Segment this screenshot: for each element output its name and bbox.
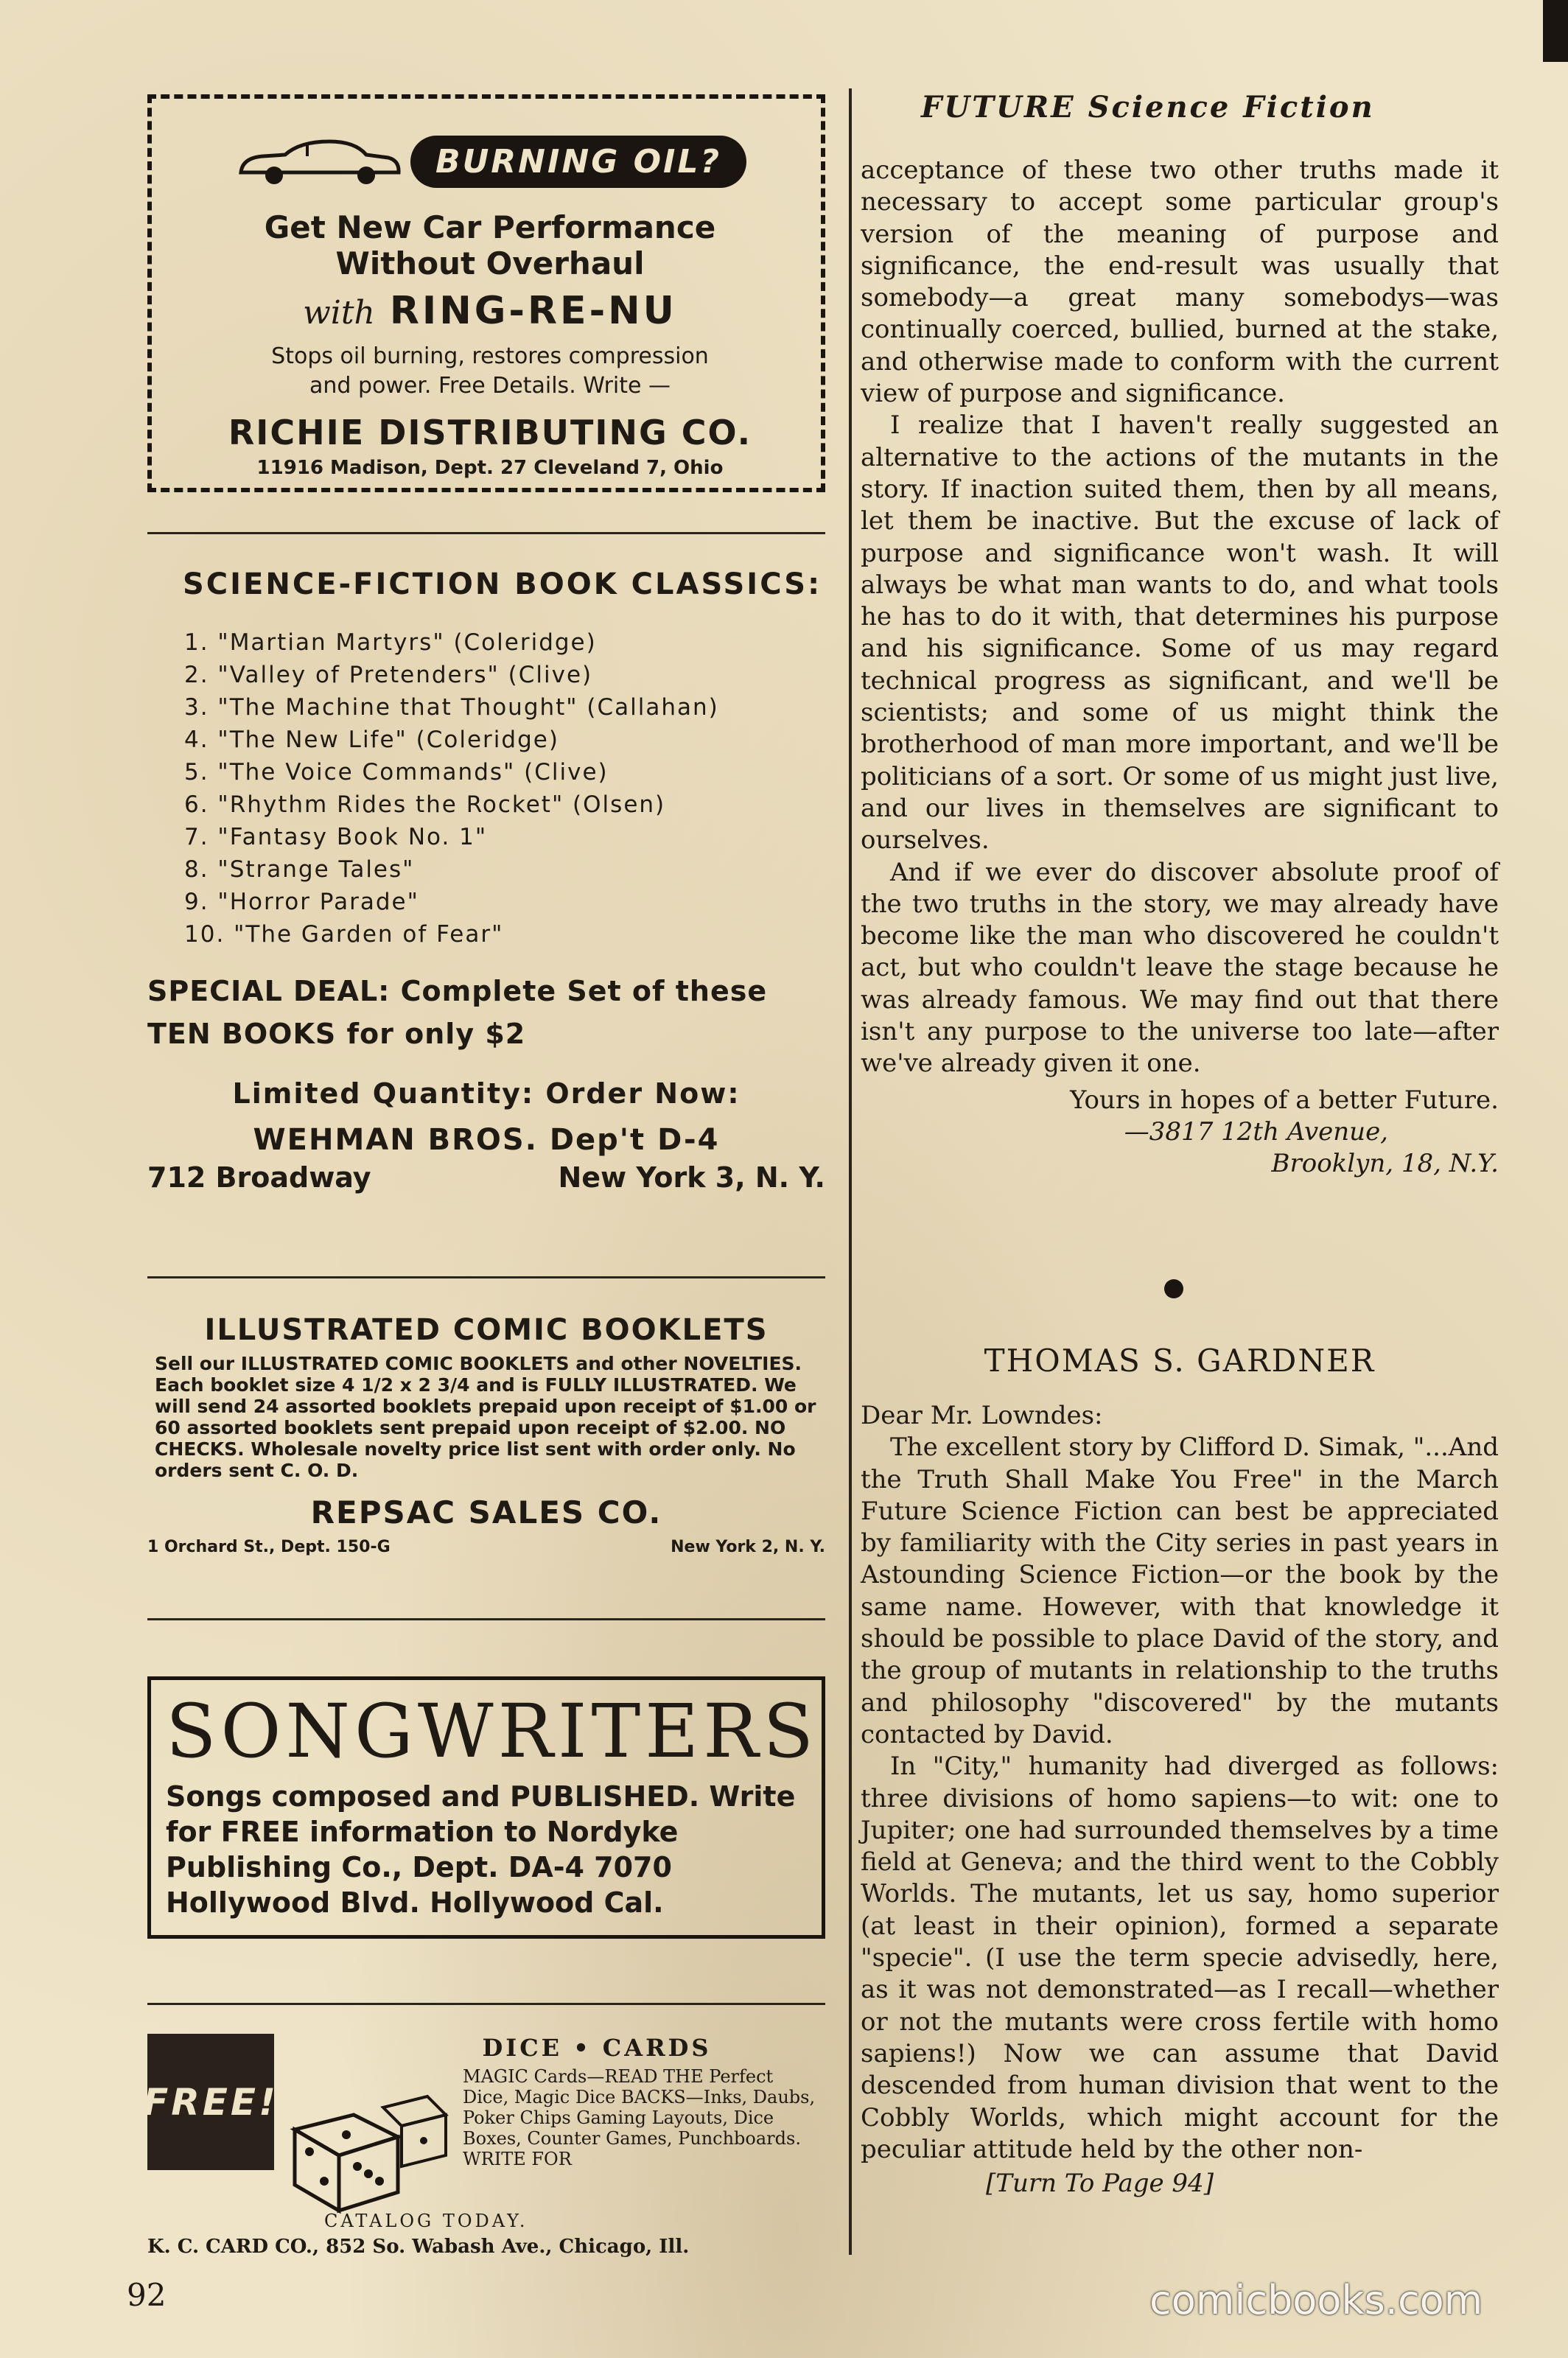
dice-icon xyxy=(287,2085,449,2218)
letter-author: THOMAS S. GARDNER xyxy=(984,1343,1376,1379)
running-header: FUTURE Science Fiction xyxy=(921,90,1375,125)
book-list xyxy=(184,626,825,951)
ad-title: SONGWRITERS xyxy=(166,1688,818,1774)
ring-re-nu-ad xyxy=(147,94,825,492)
car-icon xyxy=(234,136,403,187)
letter-address: —3817 12th Avenue, xyxy=(1124,1116,1388,1147)
letter-address: Brooklyn, 18, N.Y. xyxy=(1271,1148,1499,1178)
special-deal xyxy=(147,970,825,1055)
ad-street: 712 Broadway xyxy=(147,1161,371,1194)
limited-quantity: Limited Quantity: Order Now: xyxy=(232,1077,741,1110)
ad-description-line: and power. Free Details. Write — xyxy=(309,373,671,399)
ad-description-line: Stops oil burning, restores compression xyxy=(271,343,709,369)
ad-address xyxy=(147,1538,825,1556)
ad-address: 11916 Madison, Dept. 27 Cleveland 7, Ohio xyxy=(256,457,724,479)
ad-body: Songs composed and PUBLISHED. Write for FREE information to Nordyke Publishing Co., Dept. DA-4 7070 Hollywood Blvd. Hollywood Cal. xyxy=(166,1780,796,1919)
book-item: 4. "The New Life" (Coleridge) xyxy=(184,727,559,753)
ad-company: REPSAC SALES CO. xyxy=(310,1494,662,1530)
letter-paragraph: And if we ever do discover absolute proof of the two truths in the story, we may already have become like the man who discovered he couldn't act, but who couldn't leave the stage because he was already famous. We may find out that there isn't any purpose to the universe too late—after we've already given it one. xyxy=(861,857,1499,1079)
ad-address xyxy=(147,1161,825,1194)
letter-paragraph: I realize that I haven't really suggested an alternative to the actions of the mutants in the story. If inaction suited them, then by all means, let them be inactive. But the excuse of lack of purpose and significance won't wash. It will always be what man wants to do, and what tools he has to do it with, that determines his purpose and his significance. Some of us may regard technical progress as significant, and we'll be scientists; and some of us might think the brotherhood of man more important, and we'll be politicians of a sort. Or some of us might just live, and our lives in themselves are significant to ourselves. xyxy=(861,410,1499,856)
divider xyxy=(147,1276,825,1278)
comic-booklets-ad xyxy=(147,1313,825,1556)
deal-line: TEN BOOKS for only $2 xyxy=(147,1018,526,1050)
catalog-line: CATALOG TODAY. xyxy=(324,2211,528,2231)
divider xyxy=(147,2003,825,2005)
divider xyxy=(147,1618,825,1620)
book-item: 9. "Horror Parade" xyxy=(184,889,419,915)
section-bullet xyxy=(1164,1279,1183,1298)
book-classics-ad xyxy=(147,567,825,1194)
book-item: 8. "Strange Tales" xyxy=(184,856,415,883)
book-item: 10. "The Garden of Fear" xyxy=(184,921,504,948)
letter-paragraph: The excellent story by Clifford D. Simak, "...And the Truth Shall Make You Free" in the March Future Science Fiction can best be appreciated by familiarity with the City series in past years in Astounding Science Fiction—or the book by the same name. However, with that knowledge it should be possible to place David of the story, and the group of mutants in relationship to the truths and philosophy "discovered" by the mutants contacted by David. xyxy=(861,1432,1499,1749)
column-divider xyxy=(849,88,852,2255)
dice-cards-ad xyxy=(143,2034,825,2277)
book-item: 3. "The Machine that Thought" (Callahan) xyxy=(184,694,719,721)
letter xyxy=(861,1400,1499,2198)
page-number: 92 xyxy=(127,2277,167,2313)
book-item: 6. "Rhythm Rides the Rocket" (Olsen) xyxy=(184,791,666,818)
book-item: 7. "Fantasy Book No. 1" xyxy=(184,824,488,850)
ad-company: RICHIE DISTRIBUTING CO. xyxy=(228,413,752,452)
ad-body: MAGIC Cards—READ THE Perfect Dice, Magic Dice BACKS—Inks, Daubs, Poker Chips Gaming Layouts, Dice Boxes, Counter Games, Punchboards. WRITE FOR xyxy=(463,2066,816,2169)
ad-city: New York 2, N. Y. xyxy=(671,1538,825,1556)
letter-paragraph: acceptance of these two other truths made it necessary to accept some particular group's version of the meaning of purpose and significance, the end-result was usually that somebody—a great many somebodys—was continually coerced, bullied, burned at the stake, and otherwise made to conform with the current view of purpose and significance. xyxy=(861,155,1499,409)
page-edge-mark xyxy=(1543,0,1568,62)
ad-street: 1 Orchard St., Dept. 150-G xyxy=(147,1538,391,1556)
ad-headline: Get New Car Performance xyxy=(264,209,716,245)
book-item: 2. "Valley of Pretenders" (Clive) xyxy=(184,662,593,688)
with-text: with xyxy=(303,294,375,332)
ad-description xyxy=(181,342,799,401)
product-line xyxy=(181,289,799,333)
ad-banner-row xyxy=(181,121,799,202)
deal-line: SPECIAL DEAL: Complete Set of these xyxy=(147,975,768,1007)
divider xyxy=(147,532,825,534)
turn-to-page: [Turn To Page 94] xyxy=(986,2169,1214,2199)
letter-closing: Yours in hopes of a better Future. xyxy=(1069,1085,1499,1115)
letter-signature xyxy=(861,1085,1499,1180)
product-name: RING-RE-NU xyxy=(389,289,677,333)
letter-continuation xyxy=(861,155,1499,1180)
site-watermark: comicbooks.com xyxy=(1149,2277,1483,2323)
book-item: 5. "The Voice Commands" (Clive) xyxy=(184,759,609,786)
ad-city: New York 3, N. Y. xyxy=(558,1161,825,1194)
book-item: 1. "Martian Martyrs" (Coleridge) xyxy=(184,629,597,656)
ad-body: Sell our ILLUSTRATED COMIC BOOKLETS and other NOVELTIES. Each booklet size 4 1/2 x 2 3/4 and is FULLY ILLUSTRATED. We will send 24 assorted booklets prepaid upon receipt of $1.00 or 60 assorted booklets sent prepaid upon receipt of $2.00. NO CHECKS. Wholesale novelty price list sent with order only. No orders sent C. O. D. xyxy=(155,1353,816,1481)
free-badge: FREE! xyxy=(147,2034,274,2170)
ad-title: ILLUSTRATED COMIC BOOKLETS xyxy=(204,1313,769,1347)
ad-address: K. C. CARD CO., 852 So. Wabash Ave., Chicago, Ill. xyxy=(147,2236,690,2258)
ad-headline-2: Without Overhaul xyxy=(335,245,645,281)
burning-oil-badge: BURNING OIL? xyxy=(410,136,746,188)
ad-company: WEHMAN BROS. Dep't D-4 xyxy=(253,1123,720,1157)
letter-paragraph: In "City," humanity had diverged as follows: three divisions of homo sapiens—to wit: one to Jupiter; one had surrounded themselves by a time field at Geneva; and the third went to the Cobbly Worlds. The mutants, let us say, homo superior (at least in their opinion), formed a separate "specie". (I use the term specie advisedly, here, as it was not demonstrated—as I recall—whether or not the mutants were cross fertile with homo sapiens!) Now we can assume that David descended from human division that went to the Cobbly Worlds, which might account for the peculiar attitude held by the other non- xyxy=(861,1752,1499,2164)
salutation: Dear Mr. Lowndes: xyxy=(861,1401,1103,1430)
ad-title: SCIENCE-FICTION BOOK CLASSICS: xyxy=(183,567,822,601)
ad-title: DICE • CARDS xyxy=(482,2034,712,2062)
songwriters-ad xyxy=(147,1676,825,1939)
